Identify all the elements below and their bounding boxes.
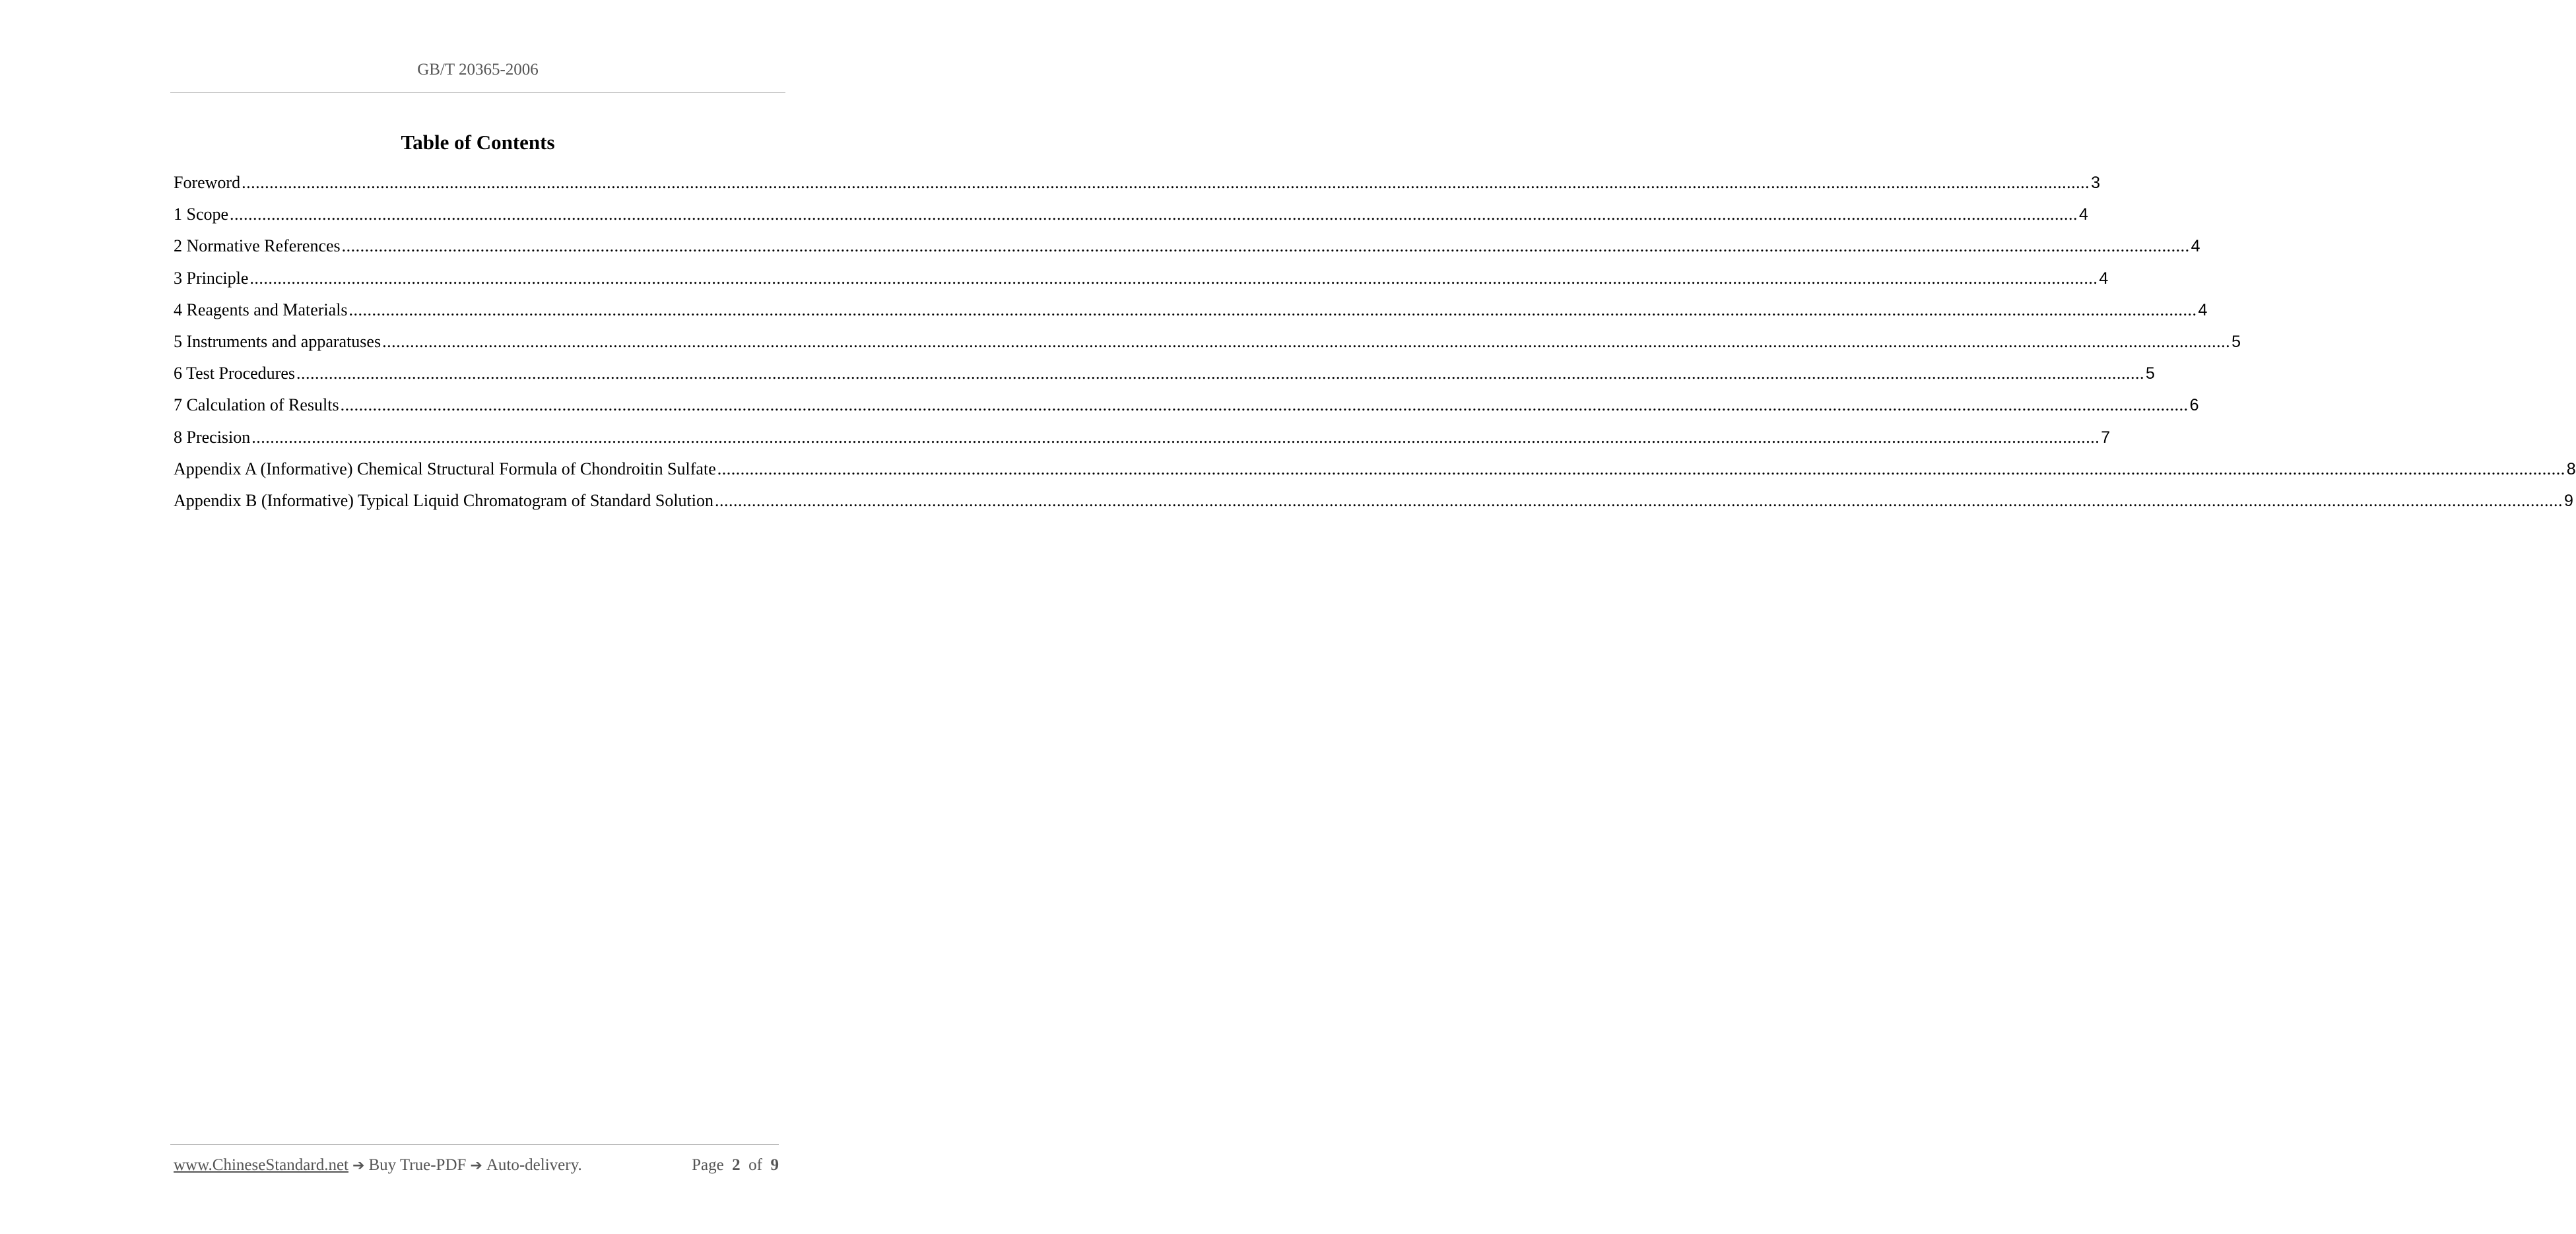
toc-entry-calculation-of-results[interactable]	[174, 395, 2199, 427]
footer-divider	[170, 1144, 779, 1145]
toc-entry-label: 7 Calculation of Results	[174, 395, 339, 415]
footer-promo	[174, 1156, 582, 1175]
toc-entry-principle[interactable]	[174, 268, 2109, 300]
toc-entry-label: 2 Normative References	[174, 236, 341, 256]
dot-leader: ................................................................................................................................................................................................................................................................................................................................................................................................................	[382, 331, 2231, 351]
toc-entry-normative-references[interactable]	[174, 236, 2200, 268]
dot-leader: ................................................................................................................................................................................................................................................................................................................................................................................................................	[242, 173, 2090, 192]
toc-entry-label: Foreword	[174, 173, 241, 192]
dot-leader: ................................................................................................................................................................................................................................................................................................................................................................................................................	[348, 300, 2197, 319]
page-total: 9	[770, 1156, 779, 1174]
dot-leader: ................................................................................................................................................................................................................................................................................................................................................................................................................	[717, 459, 2565, 478]
toc-entry-page: 5	[2231, 332, 2241, 351]
toc-entry-label: 5 Instruments and apparatuses	[174, 331, 381, 351]
page-of: of	[748, 1156, 762, 1174]
page-prefix: Page	[692, 1156, 724, 1174]
header-divider	[170, 92, 785, 93]
toc-entry-label: 1 Scope	[174, 205, 229, 224]
footer-step-buy: Buy True-PDF	[368, 1156, 467, 1174]
toc-entry-reagents-and-materials[interactable]	[174, 300, 2208, 332]
right-arrow-icon: ➔	[352, 1157, 365, 1174]
dot-leader: ................................................................................................................................................................................................................................................................................................................................................................................................................	[341, 236, 2190, 256]
toc-entry-page: 5	[2146, 364, 2155, 383]
dot-leader: ................................................................................................................................................................................................................................................................................................................................................................................................................	[715, 490, 2563, 510]
dot-leader: ................................................................................................................................................................................................................................................................................................................................................................................................................	[230, 205, 2078, 224]
page-number	[692, 1156, 779, 1175]
toc-entry-label: 8 Precision	[174, 427, 251, 447]
toc-entry-page: 4	[2198, 300, 2208, 319]
toc-entry-page: 4	[2099, 269, 2109, 288]
toc-entry-scope[interactable]	[174, 205, 2088, 236]
toc-entry-label: Appendix B (Informative) Typical Liquid Chromatogram of Standard Solution	[174, 490, 713, 510]
toc-entry-label: 3 Principle	[174, 268, 249, 288]
document-code-header: GB/T 20365-2006	[417, 61, 539, 79]
toc-title: Table of Contents	[401, 131, 555, 154]
page-current: 2	[732, 1156, 741, 1174]
toc-entry-appendix-b[interactable]	[174, 490, 2573, 523]
toc-entry-foreword[interactable]	[174, 173, 2100, 205]
toc-entry-page: 7	[2101, 428, 2111, 447]
toc-entry-page: 4	[2079, 205, 2088, 224]
toc-entry-label: 6 Test Procedures	[174, 364, 295, 383]
right-arrow-icon: ➔	[470, 1157, 482, 1174]
dot-leader: ................................................................................................................................................................................................................................................................................................................................................................................................................	[296, 364, 2144, 383]
toc-entry-page: 9	[2564, 491, 2573, 510]
website-link[interactable]: www.ChineseStandard.net	[174, 1156, 348, 1174]
page-footer	[174, 1156, 779, 1175]
toc-entry-precision[interactable]	[174, 427, 2111, 459]
dot-leader: ................................................................................................................................................................................................................................................................................................................................................................................................................	[249, 268, 2098, 288]
dot-leader: ................................................................................................................................................................................................................................................................................................................................................................................................................	[251, 427, 2100, 447]
table-of-contents	[174, 173, 2576, 523]
toc-entry-label: 4 Reagents and Materials	[174, 300, 348, 319]
toc-entry-page: 6	[2189, 396, 2199, 415]
toc-entry-page: 3	[2091, 174, 2100, 192]
toc-entry-appendix-a[interactable]	[174, 459, 2576, 491]
dot-leader: ................................................................................................................................................................................................................................................................................................................................................................................................................	[340, 395, 2189, 415]
toc-entry-page: 4	[2191, 237, 2200, 256]
toc-entry-page: 8	[2566, 459, 2576, 478]
toc-entry-test-procedures[interactable]	[174, 364, 2155, 395]
toc-entry-label: Appendix A (Informative) Chemical Structural Formula of Chondroitin Sulfate	[174, 459, 716, 478]
footer-step-delivery: Auto-delivery.	[486, 1156, 582, 1174]
toc-entry-instruments-and-apparatuses[interactable]	[174, 331, 2241, 364]
